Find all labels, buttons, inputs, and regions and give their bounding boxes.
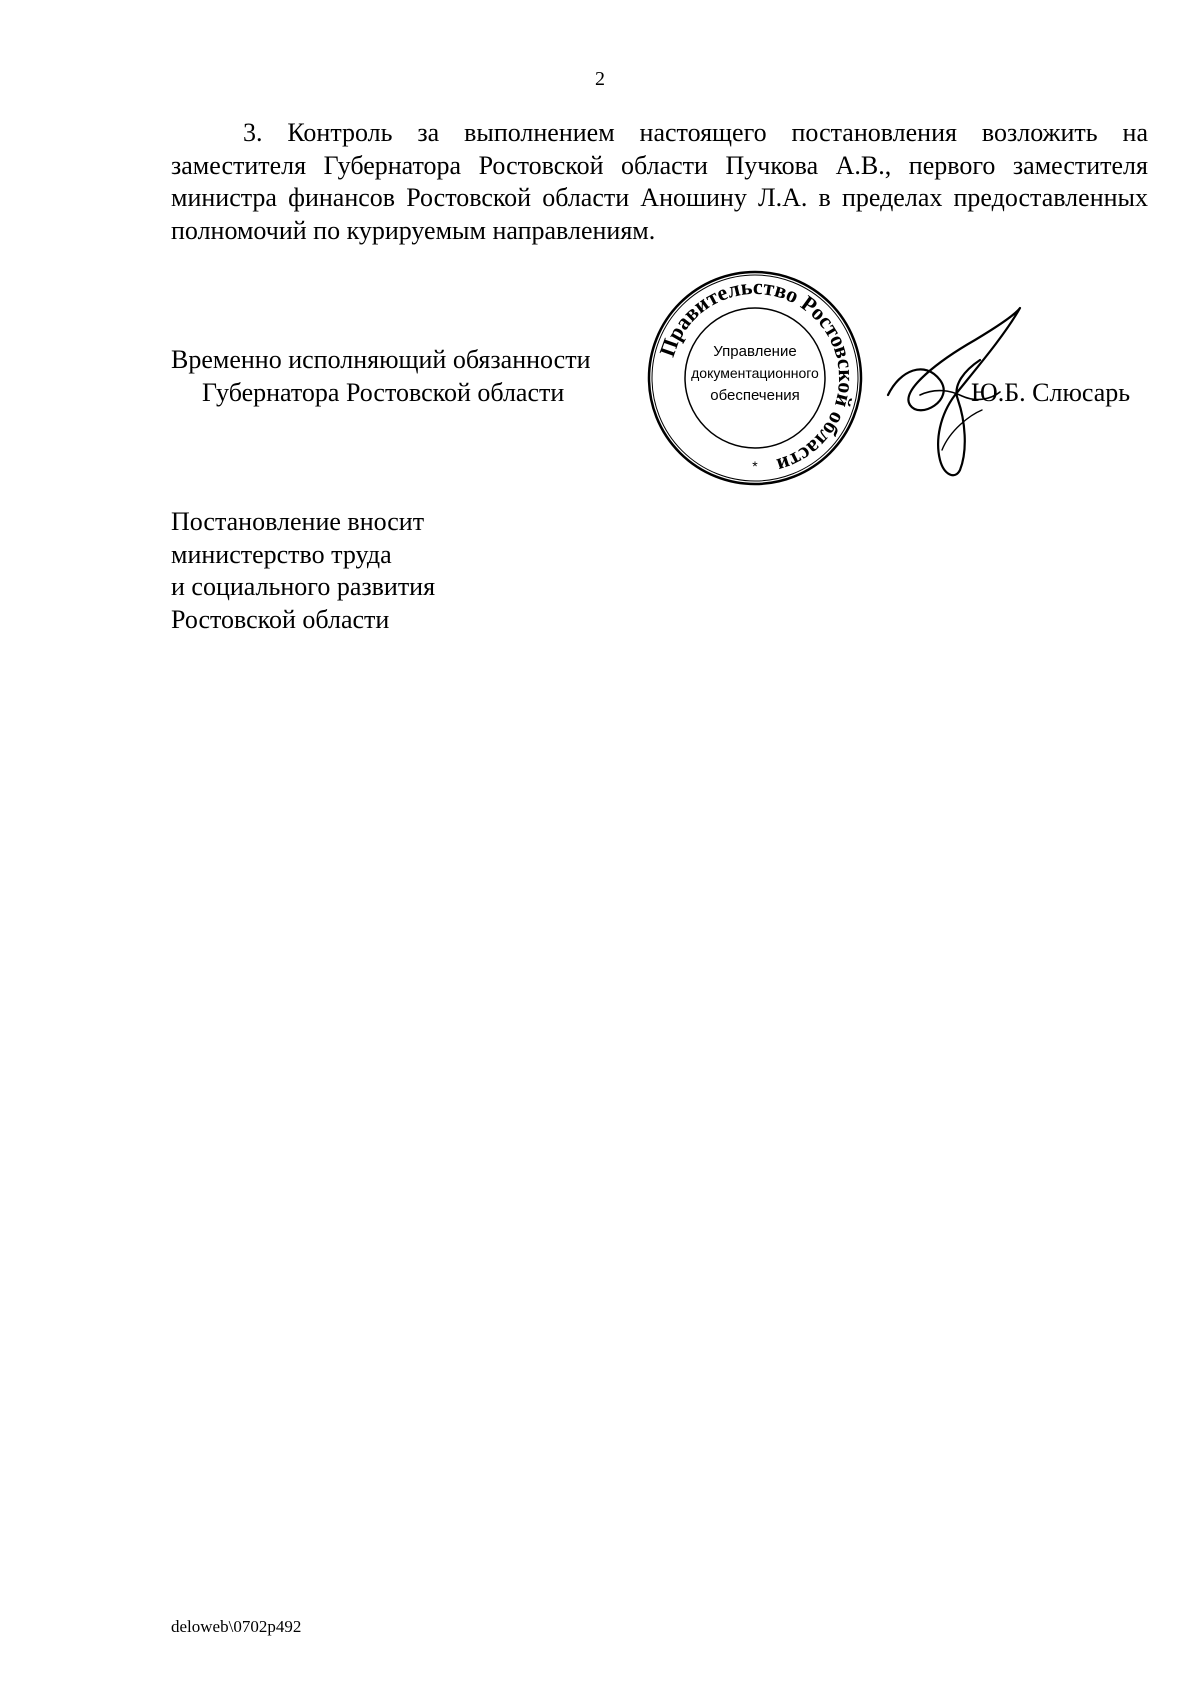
official-seal-stamp [645, 268, 865, 488]
introduced-by-line4: Ростовской области [171, 604, 390, 634]
signer-position [171, 343, 591, 409]
seal-inner-line1: Управление [713, 343, 797, 360]
introduced-by-line3: и социального развития [171, 572, 436, 601]
seal-inner-line3: обеспечения [710, 387, 800, 404]
footer-document-code: deloweb\0702p492 [171, 1617, 302, 1636]
seal-inner-line2: документационного [691, 365, 819, 381]
page-number: 2 [595, 68, 605, 90]
introduced-by-block [171, 506, 435, 636]
seal-star-icon: * [752, 458, 758, 474]
paragraph-control: 3. Контроль за выполнением настоящего постановления возложить на заместителя Губернатора Ростовской области Пучкова А.В., первого заместителя министра финансов Ростовской области Аношину Л.А. в пределах предоставленных полномочий по курируемым направлениям. [171, 118, 1148, 245]
signer-position-line1: Временно исполняющий обязанности [171, 345, 591, 374]
introduced-by-line1: Постановление вносит [171, 507, 425, 536]
signer-name: Ю.Б. Слюсарь [971, 378, 1131, 407]
signer-position-line2: Губернатора Ростовской области [202, 378, 565, 407]
seal-outer-text: Правительство Ростовской области [654, 273, 860, 479]
introduced-by-line2: министерство труда [171, 539, 392, 569]
